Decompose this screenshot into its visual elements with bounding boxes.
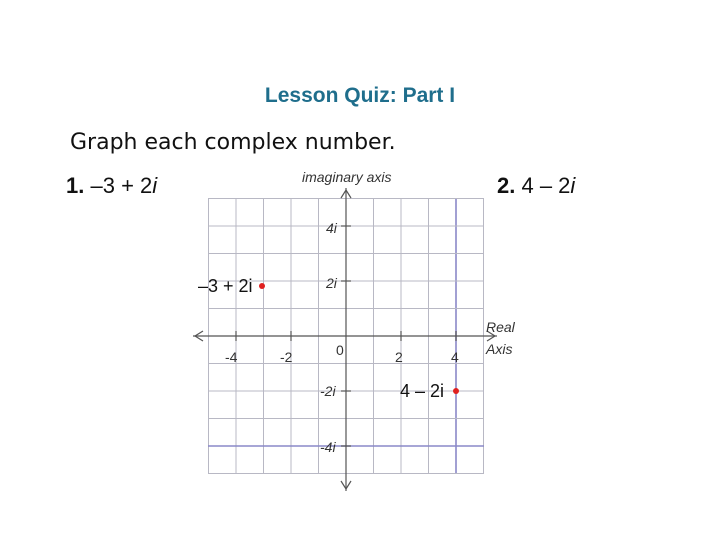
real-axis-label-line1: Real [486,319,515,335]
y-tick-label-4i: 4i [326,220,337,236]
y-tick-label-neg4i: -4i [320,439,336,455]
real-axis-label-line2: Axis [486,341,513,357]
x-tick-label-2: 2 [395,349,403,365]
y-tick-label-neg2i: -2i [320,383,336,399]
page-title: Lesson Quiz: Part I [264,84,456,107]
point-label-neg3-plus-2i: –3 + 2i [198,276,253,296]
origin-label: 0 [336,342,344,358]
y-tick-label-2i: 2i [326,275,337,291]
x-tick-label-4: 4 [451,349,459,365]
x-tick-label-neg4: -4 [225,349,238,365]
problem-2-unit: i [570,173,576,198]
problem-1-unit: i [152,173,158,198]
x-tick-label-neg2: -2 [280,349,293,365]
problem-1-expression: –3 + 2 [90,173,153,198]
instruction-text: Graph each complex number. [70,130,396,155]
problem-1-number: 1. [66,173,85,198]
point-dot-4-minus-2i [453,388,459,394]
problem-2-number: 2. [497,173,516,198]
imaginary-axis-label: imaginary axis [302,169,392,185]
point-label-4-minus-2i: 4 – 2i [400,381,445,401]
problem-2-expression: 4 – 2 [521,173,571,198]
point-dot-neg3-plus-2i [259,283,265,289]
axis-labels [225,169,516,455]
